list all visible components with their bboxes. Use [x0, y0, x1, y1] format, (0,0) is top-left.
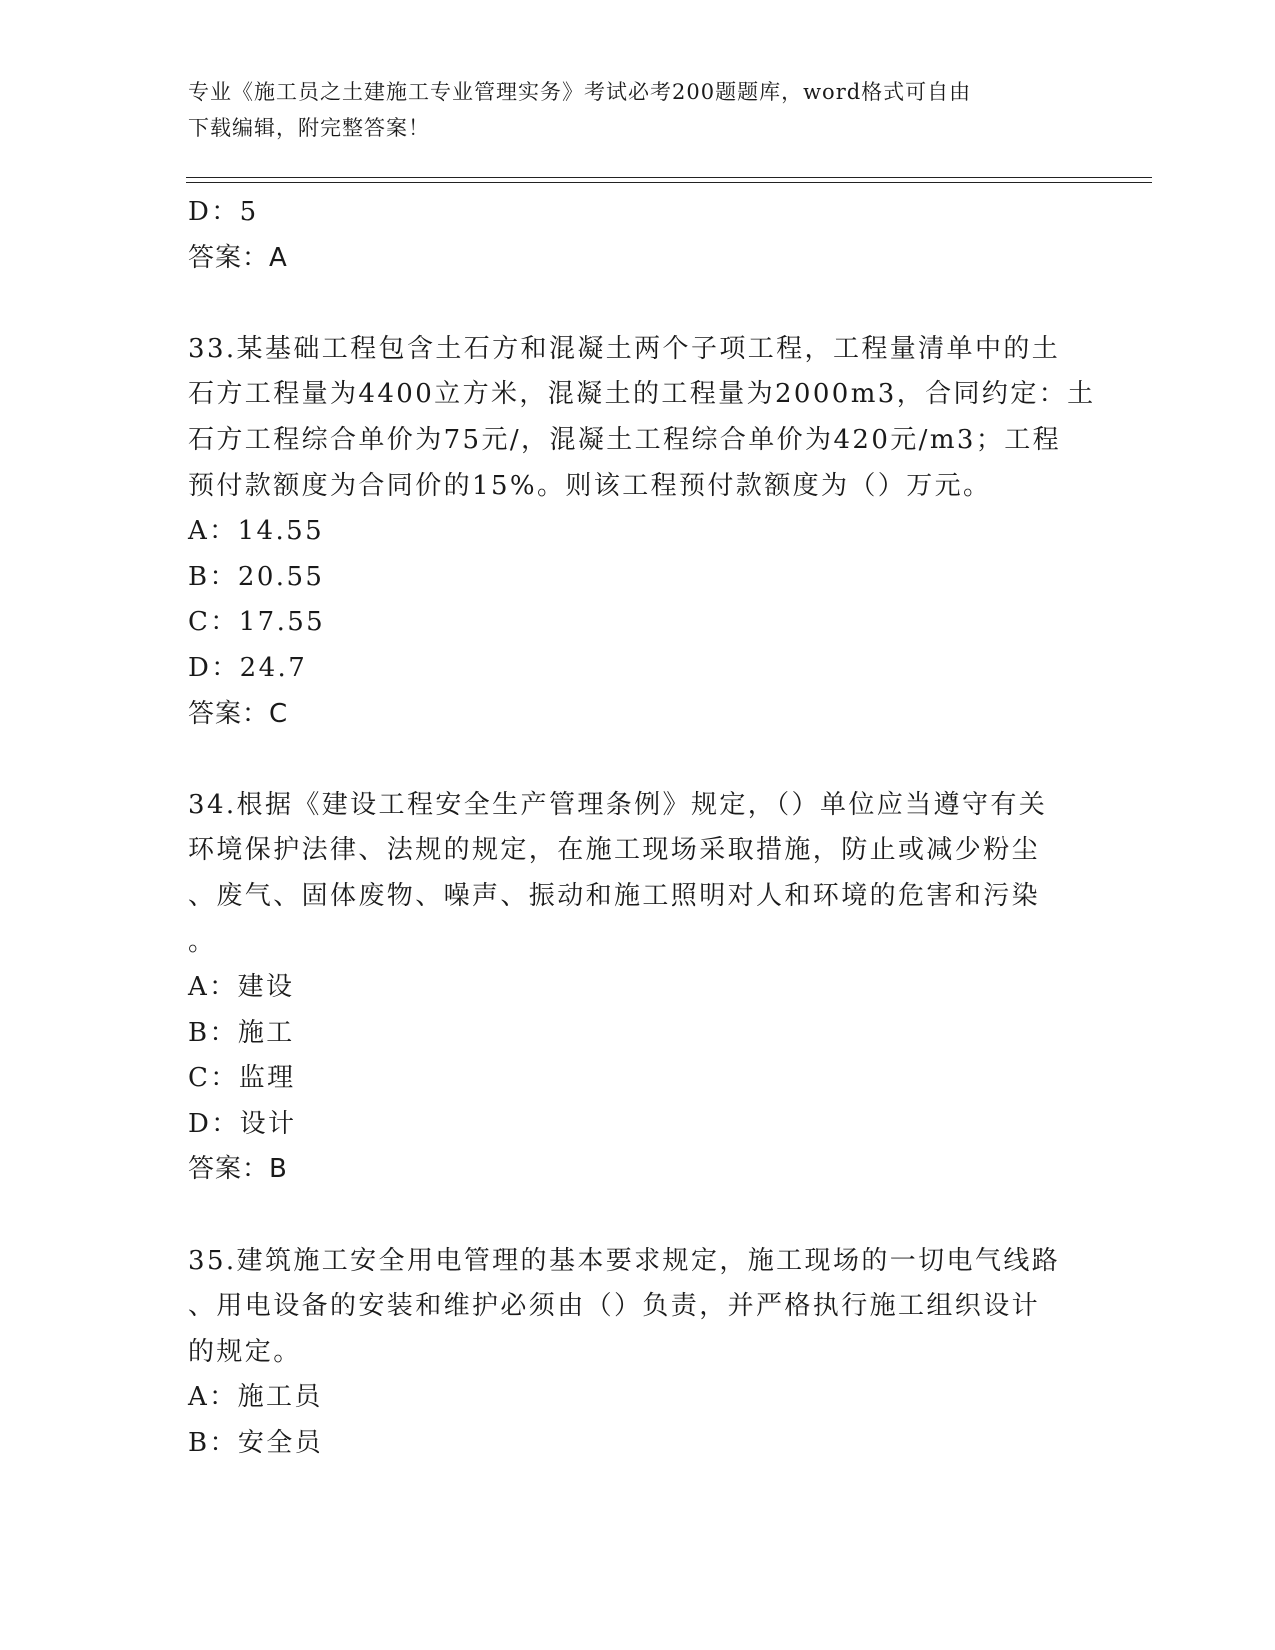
question-line: 34.根据《建设工程安全生产管理条例》规定，（）单位应当遵守有关	[188, 789, 1048, 820]
previous-question-tail	[188, 190, 1088, 281]
answer-line: 答案：C	[188, 698, 289, 729]
question-text	[188, 327, 1096, 509]
question-line: 石方工程综合单价为75元/，混凝土工程综合单价为420元/m3；工程	[188, 424, 1062, 455]
header-line-1: 专业《施工员之土建施工专业管理实务》考试必考200题题库，word格式可自由	[188, 80, 972, 104]
answer-line: 答案：A	[188, 242, 288, 273]
question-line: 、废气、固体废物、噪声、振动和施工照明对人和环境的危害和污染	[188, 880, 1041, 911]
question-line: 的规定。	[188, 1336, 302, 1367]
header-rule-bottom	[186, 182, 1152, 183]
option-a: A：14.55	[188, 516, 325, 547]
question-text	[188, 783, 1088, 965]
option-d: D：24.7	[188, 652, 308, 683]
option-c: C：监理	[188, 1063, 296, 1094]
spacer	[188, 737, 1088, 783]
option-b: B：20.55	[188, 561, 325, 592]
option-b: B：施工	[188, 1017, 295, 1048]
question-line: 环境保护法律、法规的规定，在施工现场采取措施，防止或减少粉尘	[188, 835, 1041, 866]
option-a: A：建设	[188, 972, 295, 1003]
option-a: A：施工员	[188, 1382, 323, 1413]
option-c: C：17.55	[188, 607, 326, 638]
question-line: 35.建筑施工安全用电管理的基本要求规定，施工现场的一切电气线路	[188, 1245, 1061, 1276]
question-33	[188, 327, 1096, 737]
question-line: 、用电设备的安装和维护必须由（）负责，并严格执行施工组织设计	[188, 1291, 1041, 1322]
main-content	[188, 190, 1096, 1467]
question-line: 石方工程量为4400立方米，混凝土的工程量为2000m3，合同约定：土	[188, 379, 1096, 410]
spacer	[188, 281, 1088, 327]
option-d: D：设计	[188, 1108, 297, 1139]
header-rule-top	[186, 177, 1152, 178]
question-line: 。	[188, 926, 217, 957]
answer-line: 答案：B	[188, 1154, 288, 1185]
question-line: 预付款额度为合同价的15%。则该工程预付款额度为（）万元。	[188, 470, 992, 501]
question-34	[188, 783, 1088, 1193]
question-text	[188, 1239, 1088, 1376]
question-line: 33.某基础工程包含土石方和混凝土两个子项工程，工程量清单中的土	[188, 333, 1061, 364]
option-d: D：5	[188, 197, 259, 227]
spacer	[188, 1193, 1088, 1239]
question-35	[188, 1239, 1088, 1467]
page-header	[188, 74, 1068, 146]
header-line-2: 下载编辑，附完整答案！	[188, 116, 430, 140]
option-b: B：安全员	[188, 1428, 324, 1459]
